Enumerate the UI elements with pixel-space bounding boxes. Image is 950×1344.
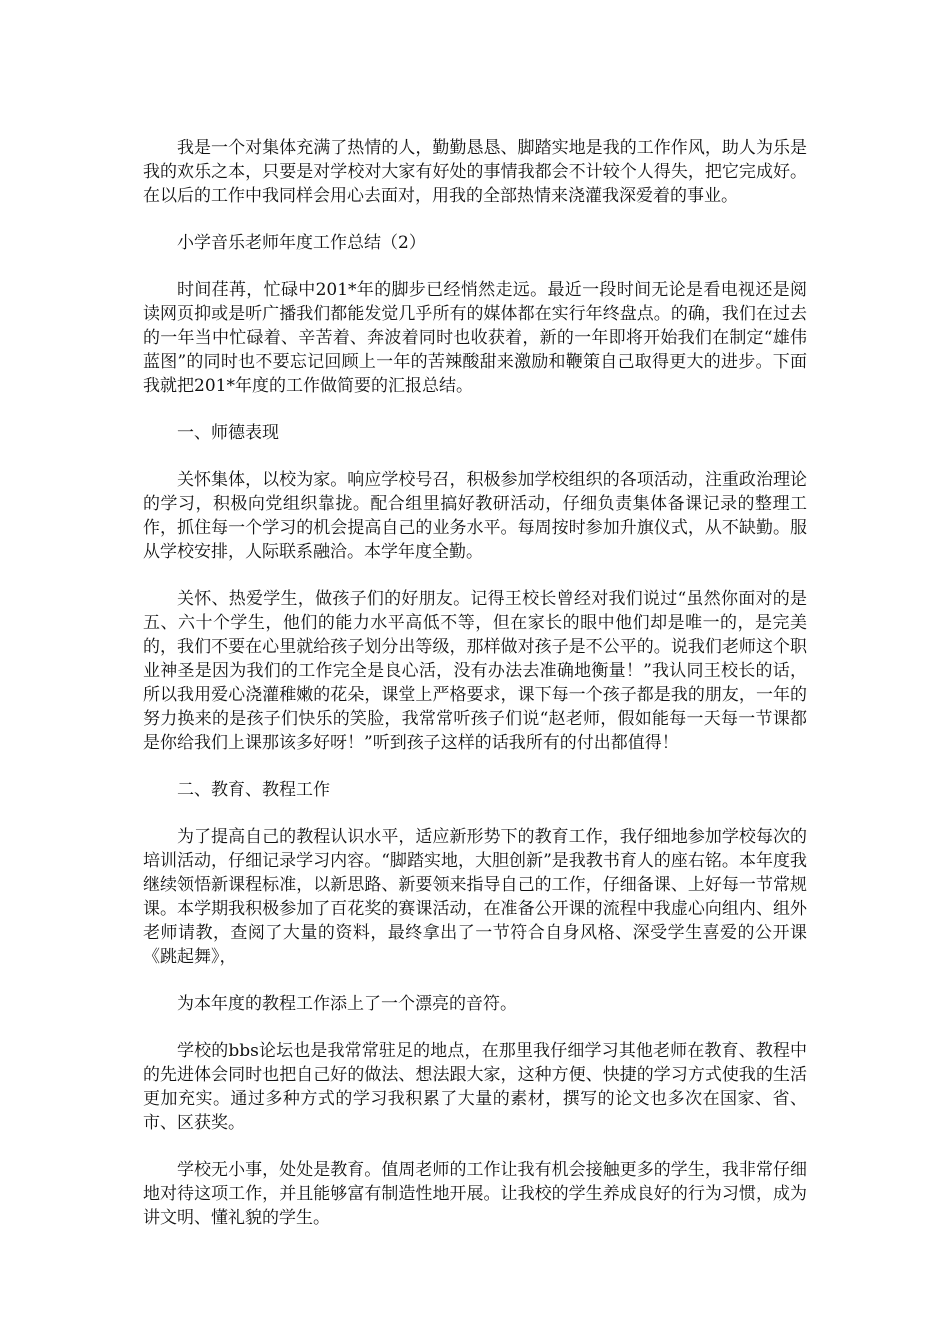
paragraph-bbs-forum: 学校的bbs论坛也是我常常驻足的地点，在那里我仔细学习其他老师在教育、教程中的先进体会同时也把自己好的做法、想法跟大家，这种方便、快捷的学习方式使我的生活更加充实。通过多种方式的学习我积累了大量的素材，撰写的论文也多次在国家、省、市、区获奖。 <box>143 1041 807 1133</box>
paragraph-intro: 时间荏苒，忙碌中201*年的脚步已经悄然走远。最近一段时间无论是看电视还是阅读网页抑或是听广播我们都能发觉几乎所有的媒体都在实行年终盘点。的确，我们在过去的一年当中忙碌着、辛苦着、奔波着同时也收获着，新的一年即将开始我们在制定“雄伟蓝图”的同时也不要忘记回顾上一年的苦辣酸甜来激励和鞭策自己取得更大的进步。下面我就把201*年度的工作做简要的汇报总结。 <box>143 280 807 396</box>
paragraph-teaching-improvement: 为了提高自己的教程认识水平，适应新形势下的教育工作，我仔细地参加学校每次的培训活动，仔细记录学习内容。“脚踏实地，大胆创新”是我教书育人的座右铭。本年度我继续领悟新课程标准，以新思路、新要领来指导自己的工作，仔细备课、上好每一节常规课。本学期我积极参加了百花奖的赛课活动，在准备公开课的流程中我虚心向组内、组外老师请教，查阅了大量的资料，最终拿出了一节符合自身风格、深受学生喜爱的公开课《跳起舞》， <box>143 827 807 967</box>
paragraph-care-students: 关怀、热爱学生，做孩子们的好朋友。记得王校长曾经对我们说过“虽然你面对的是五、六十个学生，他们的能力水平高低不等，但在家长的眼中他们却是唯一的，是完美的，我们不要在心里就给孩子划分出等级，那样做对孩子是不公平的。说我们老师这个职业神圣是因为我们的工作完全是良心活，没有办法去准确地衡量！”我认同王校长的话，所以我用爱心浇灌稚嫩的花朵，课堂上严格要求，课下每一个孩子都是我的朋友，一年的努力换来的是孩子们快乐的笑脸，我常常听孩子们说“赵老师，假如能每一天每一节课都是你给我们上课那该多好呀！”听到孩子这样的话我所有的付出都值得！ <box>143 589 807 753</box>
paragraph-work-style: 我是一个对集体充满了热情的人，勤勤恳恳、脚踏实地是我的工作作风，助人为乐是我的欢乐之本，只要是对学校对大家有好处的事情我都会不计较个人得失，把它完成好。在以后的工作中我同样会用心去面对，用我的全部热情来浇灌我深爱着的事业。 <box>143 138 807 206</box>
heading-teacher-ethics: 一、师德表现 <box>177 423 279 443</box>
section-title-summary-2: 小学音乐老师年度工作总结（2） <box>177 233 426 253</box>
document-page <box>143 136 807 1253</box>
heading-teaching-work: 二、教育、教程工作 <box>177 780 330 800</box>
paragraph-care-collective: 关怀集体，以校为家。响应学校号召，积极参加学校组织的各项活动，注重政治理论的学习，积极向党组织靠拢。配合组里搞好教研活动，仔细负责集体备课记录的整理工作，抓住每一个学习的机会提高自己的业务水平。每周按时参加升旗仪式，从不缺勤。服从学校安排，人际联系融洽。本学年度全勤。 <box>143 470 807 562</box>
paragraph-teaching-note: 为本年度的教程工作添上了一个漂亮的音符。 <box>177 994 517 1014</box>
paragraph-duty-week: 学校无小事，处处是教育。值周老师的工作让我有机会接触更多的学生，我非常仔细地对待这项工作，并且能够富有制造性地开展。让我校的学生养成良好的行为习惯，成为讲文明、懂礼貌的学生。 <box>143 1160 807 1228</box>
